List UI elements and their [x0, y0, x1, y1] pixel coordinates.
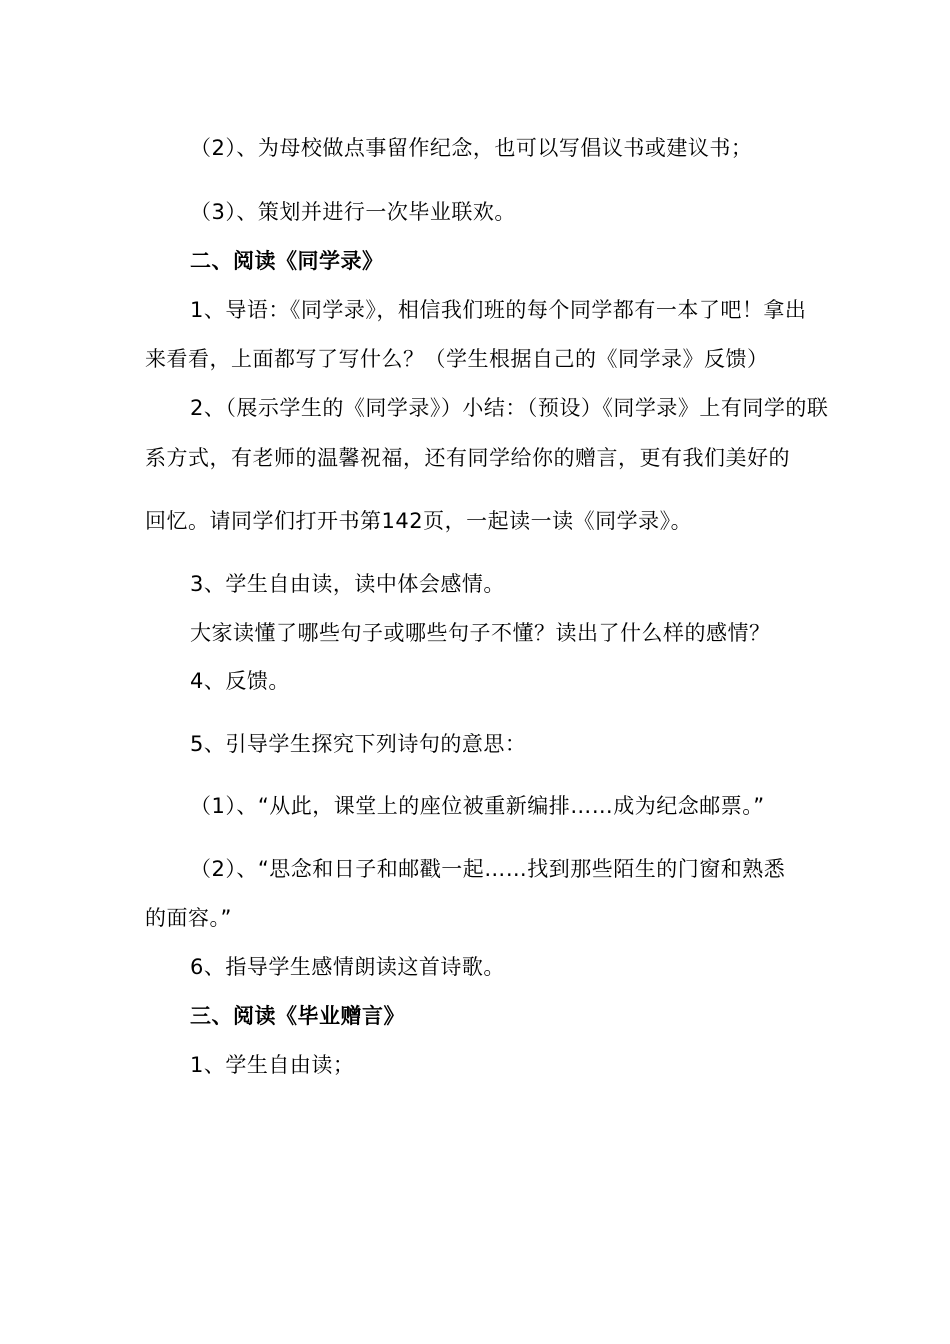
text-line-1: （2）、为母校做点事留作纪念，也可以写倡议书或建议书； [190, 136, 753, 160]
text-line-9: 3、学生自由读，读中体会感情。 [190, 572, 505, 596]
text-line-13: （1）、“从此，课堂上的座位被重新编排……成为纪念邮票。” [190, 794, 765, 818]
text-line-2: （3）、策划并进行一次毕业联欢。 [190, 200, 516, 224]
text-line-4: 1、导语：《同学录》，相信我们班的每个同学都有一本了吧！拿出 [190, 298, 807, 322]
section-heading-2: 二、阅读《同学录》 [190, 249, 384, 273]
text-line-11: 4、反馈。 [190, 669, 290, 693]
text-line-18: 1、学生自由读； [190, 1053, 355, 1077]
text-line-5: 来看看，上面都写了写什么？（学生根据自己的《同学录》反馈） [145, 347, 769, 371]
text-line-16: 6、指导学生感情朗读这首诗歌。 [190, 955, 505, 979]
section-heading-3: 三、阅读《毕业赠言》 [190, 1004, 405, 1028]
text-line-10: 大家读懂了哪些句子或哪些句子不懂？读出了什么样的感情？ [190, 621, 771, 645]
text-line-7: 系方式，有老师的温馨祝福，还有同学给你的赠言，更有我们美好的 [145, 446, 790, 470]
text-line-15: 的面容。” [145, 906, 232, 930]
text-line-8: 回忆。请同学们打开书第142页，一起读一读《同学录》。 [145, 509, 693, 533]
text-line-12: 5、引导学生探究下列诗句的意思： [190, 732, 527, 756]
text-line-14: （2）、“思念和日子和邮戳一起……找到那些陌生的门窗和熟悉 [190, 857, 786, 881]
text-line-6: 2、（展示学生的《同学录》）小结：（预设）《同学录》上有同学的联 [190, 396, 829, 420]
